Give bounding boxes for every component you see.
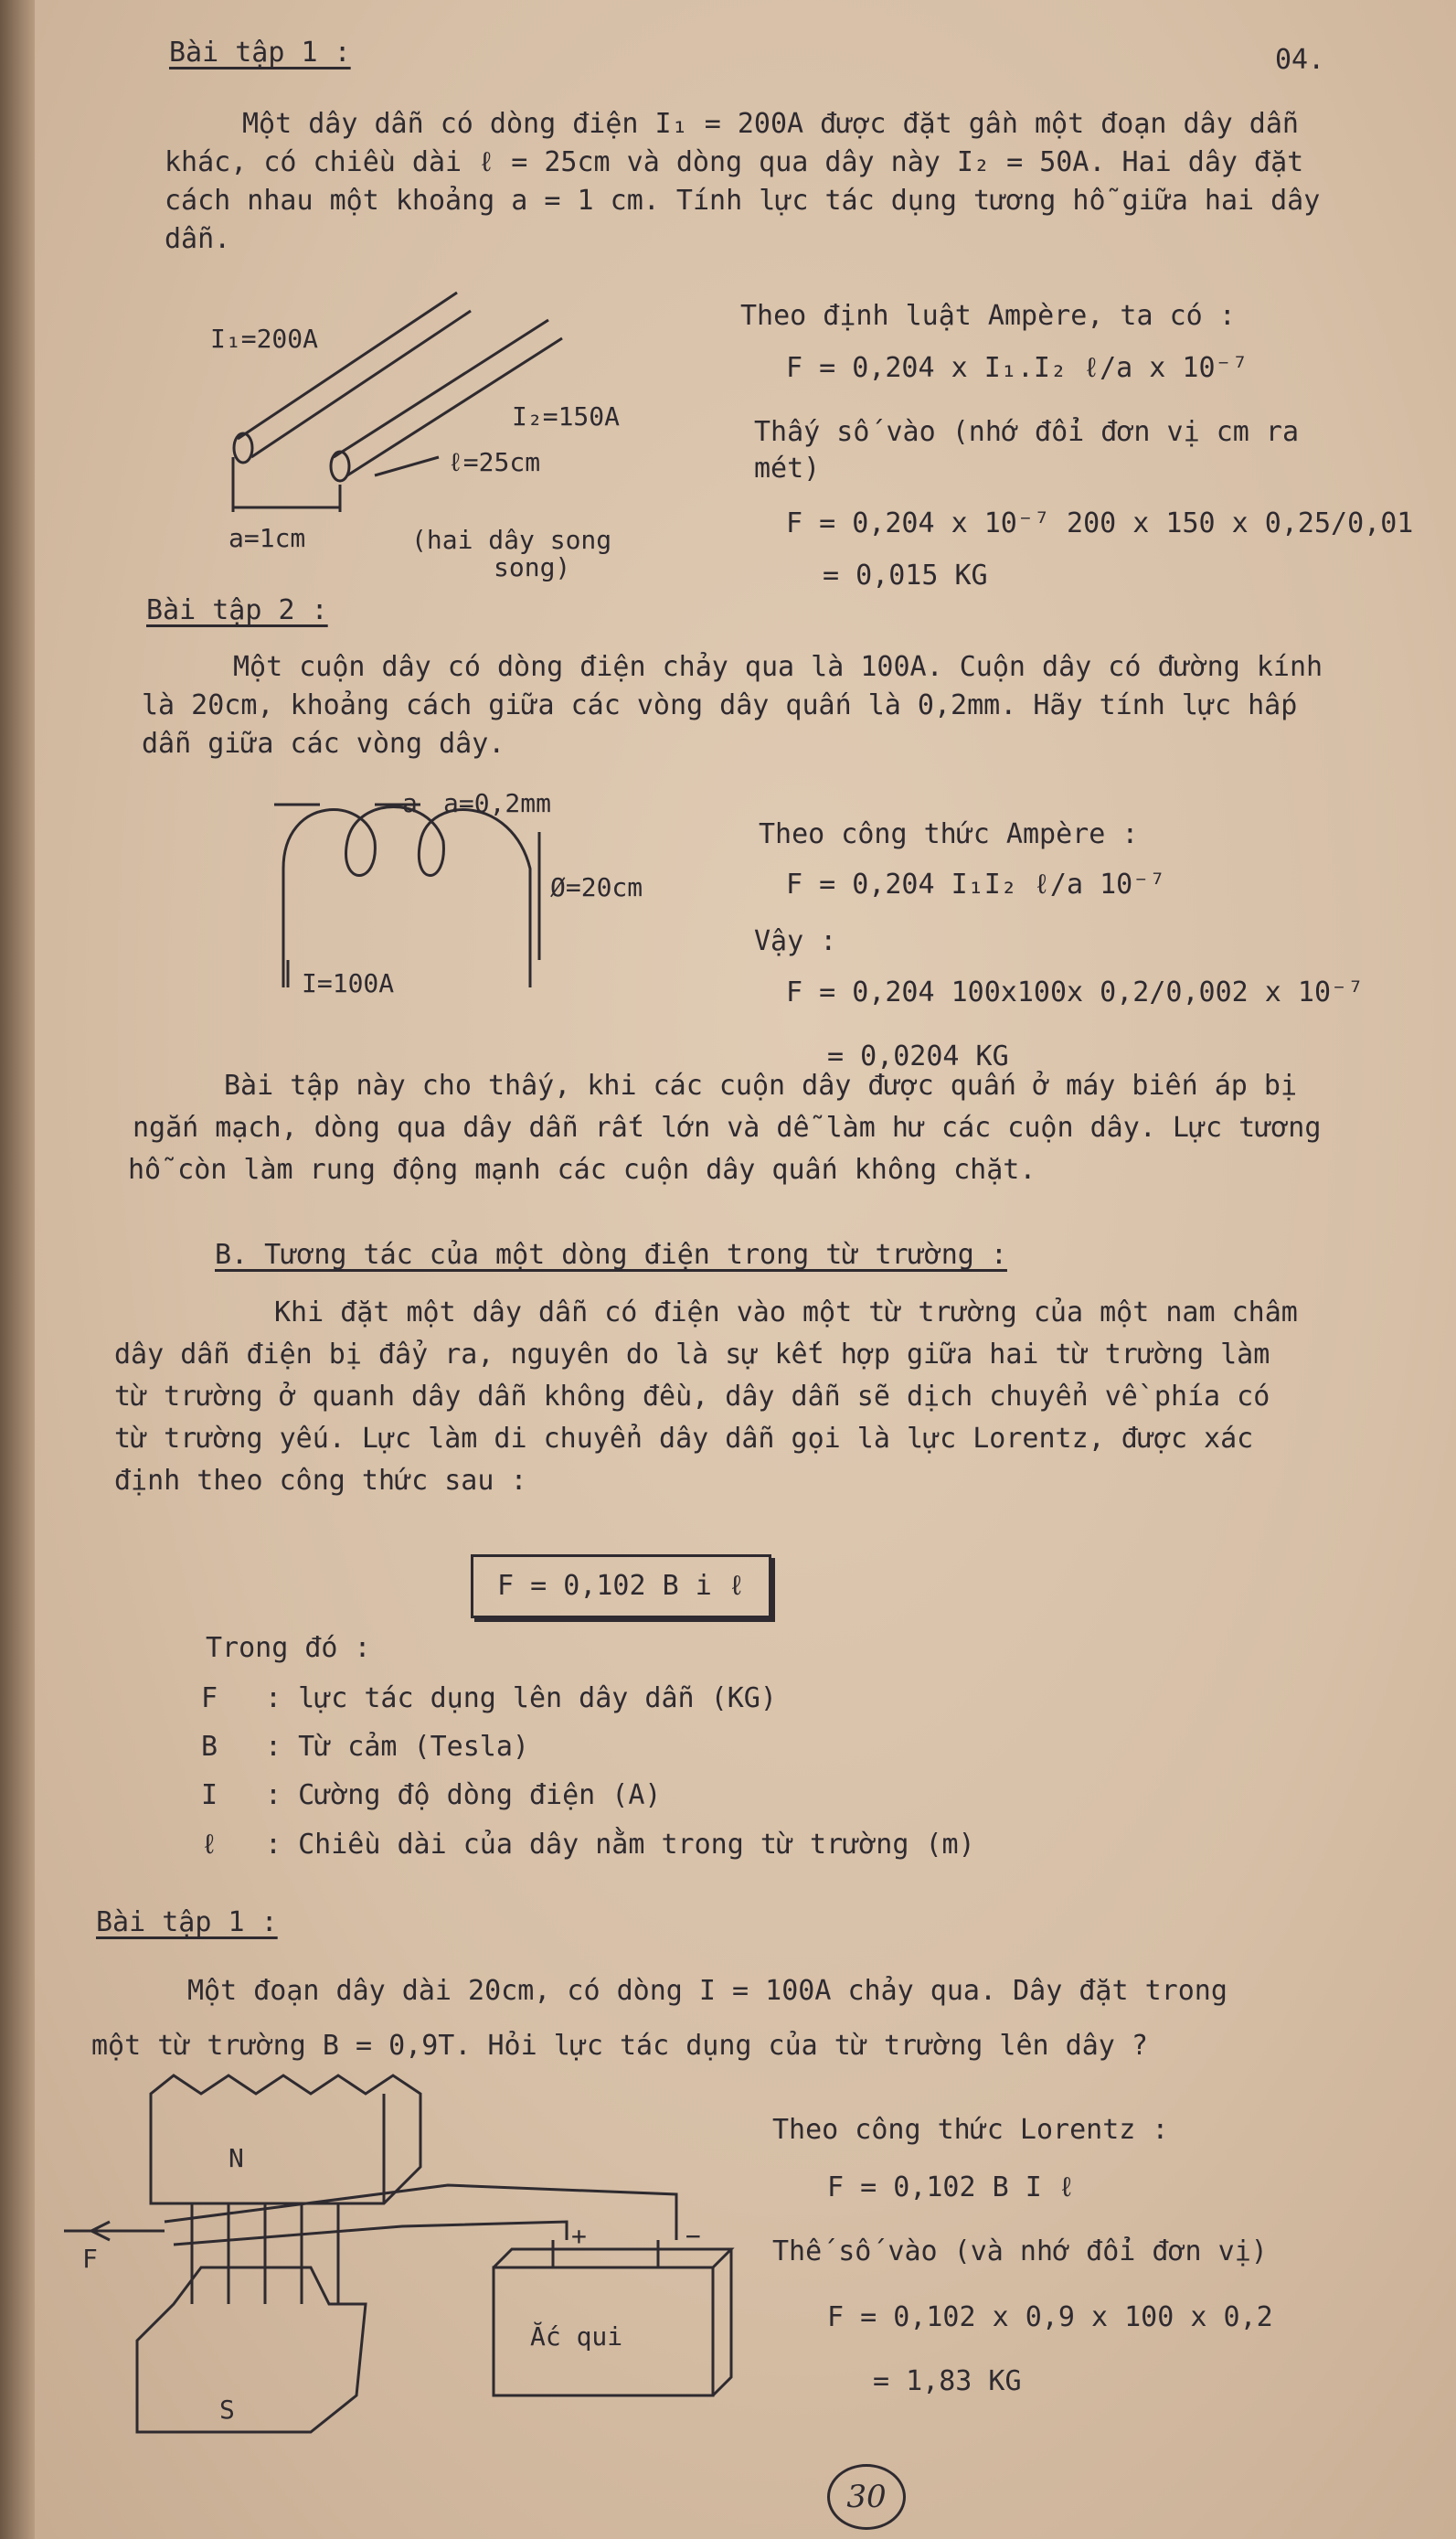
def-desc-f: : lực tác dụng lên dây dẫn (KG) <box>265 1682 777 1714</box>
ex2-line-2: là 20cm, khoảng cách giữa các vòng dây quấn là 0,2mm. Hãy tính lực hấp <box>142 689 1298 721</box>
ex3-sol-line-2: F = 0,102 B I ℓ <box>827 2171 1075 2203</box>
south-pole-label: S <box>219 2395 235 2425</box>
battery-plus: + <box>571 2221 587 2251</box>
ex3-line-2: một từ trường B = 0,9T. Hỏi lực tác dụng của từ trường lên dây ? <box>91 2030 1148 2062</box>
ex1-sol-result: = 0,015 KG <box>823 560 988 592</box>
ex2-sol-line-3: Vậy : <box>754 925 837 957</box>
definitions-intro: Trong đó : <box>206 1632 371 1664</box>
ex3-sol-line-3: Thế số vào (và nhớ đổi đơn vị) <box>772 2235 1268 2267</box>
ex1-sol-line-2: F = 0,204 x I₁.I₂ ℓ/a x 10⁻⁷ <box>786 352 1249 384</box>
ex2-sol-line-4: F = 0,204 100x100x 0,2/0,002 x 10⁻⁷ <box>786 976 1365 1008</box>
fig1-i1-label: I₁=200A <box>210 324 319 354</box>
ex1-sol-line-1: Theo định luật Ampère, ta có : <box>740 300 1236 332</box>
ex1-sol-line-4: mét) <box>754 453 821 485</box>
def-desc-b: : Từ cảm (Tesla) <box>265 1731 529 1763</box>
ex3-sol-line-1: Theo công thức Lorentz : <box>772 2114 1169 2146</box>
def-symbol-l: ℓ <box>201 1829 218 1861</box>
ex3-heading: Bài tập 1 : <box>96 1906 278 1938</box>
page-binding-edge <box>0 0 35 2539</box>
def-desc-i: : Cường độ dòng điện (A) <box>265 1779 662 1811</box>
fig1-note-line1: (hai dây song <box>411 525 612 555</box>
def-desc-l: : Chiều dài của dây nằm trong từ trường (m) <box>265 1829 975 1861</box>
ex2-sol-line-1: Theo công thức Ampère : <box>759 818 1139 850</box>
section-b-line-2: dây dẫn điện bị đẩy ra, nguyên do là sự kết hợp giữa hai từ trường làm <box>114 1339 1270 1371</box>
fig2-spacing-a: a <box>402 788 418 818</box>
battery-minus: − <box>685 2221 701 2251</box>
ex3-line-1: Một đoạn dây dài 20cm, có dòng I = 100A chảy qua. Dây đặt trong <box>187 1975 1228 2007</box>
north-pole-block <box>151 2075 420 2203</box>
ex1-line-4: dẫn. <box>165 223 231 255</box>
conductor-wire <box>165 2185 676 2245</box>
ex2-sol-result: = 0,0204 KG <box>827 1040 1009 1072</box>
wire-2-upper-edge <box>334 320 548 457</box>
ex2-line-3: dẫn giữa các vòng dây. <box>142 728 505 760</box>
force-label: F <box>82 2244 98 2274</box>
ex2-comment-1: Bài tập này cho thấy, khi các cuộn dây được quấn ở máy biến áp bị <box>224 1070 1297 1102</box>
ex2-comment-2: ngắn mạch, dòng qua dây dẫn rất lớn và dễ làm hư các cuộn dây. Lực tương <box>133 1112 1322 1144</box>
def-symbol-b: B <box>201 1731 218 1763</box>
section-b-line-1: Khi đặt một dây dẫn có điện vào một từ trường của một nam châm <box>274 1296 1298 1328</box>
section-b-line-3: từ trường ở quanh dây dẫn không đều, dây dẫn sẽ dịch chuyển về phía có <box>114 1381 1270 1413</box>
ex3-sol-line-4: F = 0,102 x 0,9 x 100 x 0,2 <box>827 2301 1273 2333</box>
fig1-distance-label: a=1cm <box>228 523 306 553</box>
ex1-line-2: khác, có chiều dài ℓ = 25cm và dòng qua dây này I₂ = 50A. Hai dây đặt <box>165 146 1304 178</box>
ex2-heading: Bài tập 2 : <box>146 594 328 626</box>
force-arrow <box>64 2222 165 2240</box>
page-number: 30 <box>827 2464 906 2530</box>
def-symbol-f: F <box>201 1682 218 1714</box>
ex2-line-1: Một cuộn dây có dòng điện chảy qua là 100A. Cuộn dây có đường kính <box>233 651 1323 683</box>
fig1-note-line2: song) <box>494 552 571 582</box>
wire-1-end <box>234 433 252 463</box>
wire-2-end <box>331 452 349 481</box>
def-symbol-i: I <box>201 1779 218 1811</box>
section-b-line-5: định theo công thức sau : <box>114 1465 527 1497</box>
fig1-i2-label: I₂=150A <box>512 401 621 432</box>
ex1-line-1: Một dây dẫn có dòng điện I₁ = 200A được đặt gần một đoạn dây dẫn <box>242 108 1299 140</box>
ex1-sol-line-3: Thấy số vào (nhớ đổi đơn vị cm ra <box>754 416 1300 448</box>
battery-terminals <box>553 2240 658 2267</box>
magnetic-field-lines <box>192 2203 338 2304</box>
page-mark-top: 04. <box>1275 44 1325 76</box>
fig2-diameter-label: Ø=20cm <box>550 872 643 902</box>
parallel-wires-figure <box>183 274 658 603</box>
ex1-sol-line-5: F = 0,204 x 10⁻⁷ 200 x 150 x 0,25/0,01 <box>786 507 1414 539</box>
south-pole-block <box>137 2267 366 2432</box>
fig2-spacing-value: a=0,2mm <box>443 788 552 818</box>
fig2-current-label: I=100A <box>302 968 395 998</box>
coil-figure <box>265 777 740 1006</box>
ex3-sol-result: = 1,83 KG <box>873 2365 1022 2397</box>
ex1-line-3: cách nhau một khoảng a = 1 cm. Tính lực tác dụng tương hỗ giữa hai dây <box>165 185 1321 217</box>
ex1-heading: Bài tập 1 : <box>169 37 351 69</box>
ex2-comment-3: hỗ còn làm rung động mạnh các cuộn dây quấn không chặt. <box>128 1154 1036 1186</box>
length-pointer <box>375 457 439 475</box>
lorentz-figure <box>55 2085 749 2450</box>
coil-turns <box>283 807 530 988</box>
ex2-sol-line-2: F = 0,204 I₁I₂ ℓ/a 10⁻⁷ <box>786 869 1166 901</box>
wire-1-upper-edge <box>238 293 457 439</box>
battery-label: Ắc qui <box>530 2321 623 2352</box>
lorentz-formula-box: F = 0,102 B i ℓ <box>471 1554 771 1618</box>
section-b-line-4: từ trường yếu. Lực làm di chuyển dây dẫn gọi là lực Lorentz, được xác <box>114 1423 1254 1455</box>
section-b-heading: B. Tương tác của một dòng điện trong từ trường : <box>215 1239 1007 1271</box>
north-pole-label: N <box>228 2143 244 2173</box>
distance-marker <box>233 457 340 512</box>
fig1-length-label: ℓ=25cm <box>448 447 541 477</box>
